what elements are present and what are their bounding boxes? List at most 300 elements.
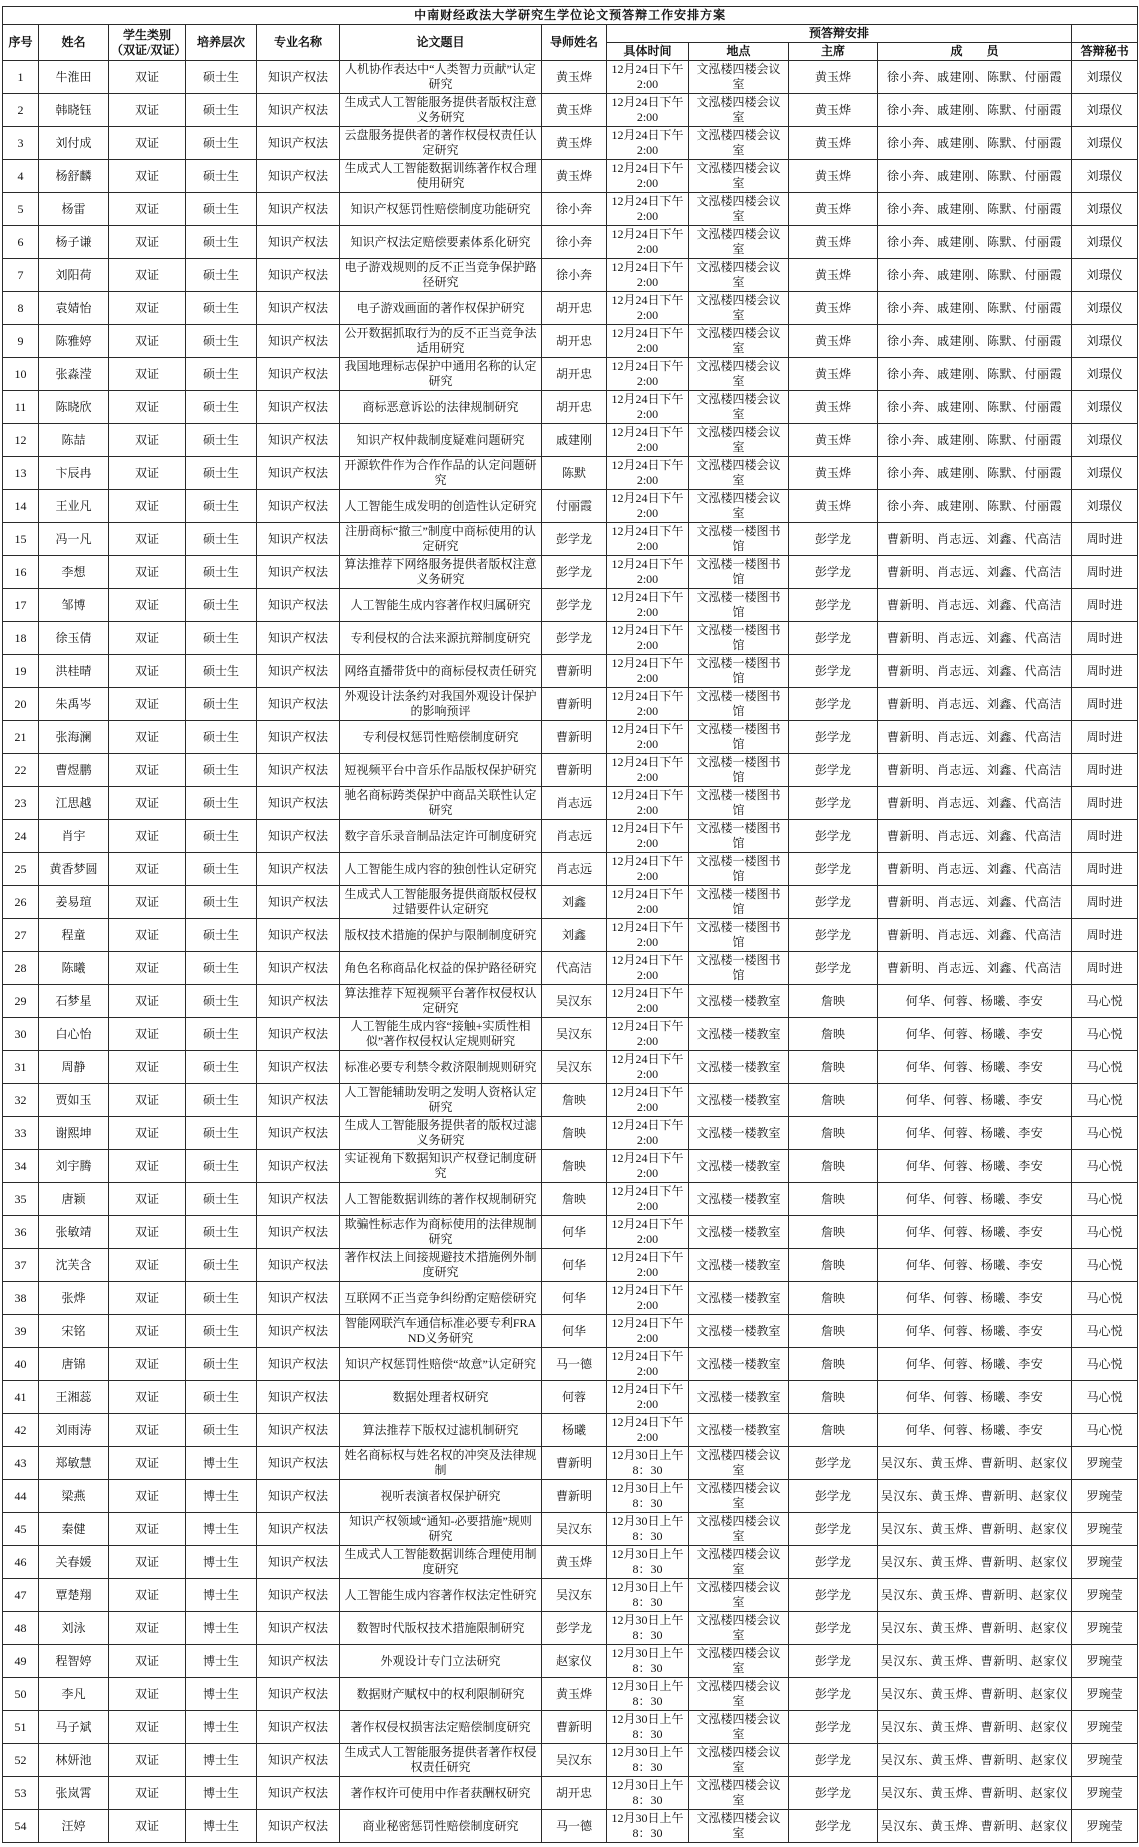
cell-name: 李想	[39, 556, 109, 589]
cell-chair: 黄玉烨	[789, 292, 878, 325]
cell-time	[607, 94, 689, 127]
cell-category: 双证	[109, 94, 186, 127]
cell-thesis: 商业秘密惩罚性赔偿制度研究	[340, 1810, 542, 1843]
cell-advisor: 代高洁	[542, 952, 607, 985]
cell-time-line1: 12月30日上午	[611, 1811, 684, 1825]
table-row	[3, 391, 1138, 424]
cell-name: 徐玉倩	[39, 622, 109, 655]
cell-time	[607, 523, 689, 556]
cell-secretary: 周时进	[1072, 688, 1138, 721]
cell-name: 张岚霄	[39, 1777, 109, 1810]
cell-category: 双证	[109, 1150, 186, 1183]
cell-level: 博士生	[186, 1480, 257, 1513]
cell-advisor: 曹新明	[542, 1447, 607, 1480]
title-row	[3, 7, 1138, 25]
header-cell-level: 培养层次	[186, 25, 257, 61]
cell-time-line1: 12月24日下午	[611, 260, 684, 274]
cell-chair: 彭学龙	[789, 787, 878, 820]
cell-name: 王业凡	[39, 490, 109, 523]
cell-time-line2: 2:00	[636, 638, 659, 652]
cell-name: 王湘蕊	[39, 1381, 109, 1414]
table-row	[3, 94, 1138, 127]
cell-time-line2: 2:00	[636, 968, 659, 982]
cell-advisor: 杨曦	[542, 1414, 607, 1447]
cell-time-line1: 12月24日下午	[611, 1316, 684, 1330]
cell-place: 文泓楼一楼图书馆	[689, 556, 789, 589]
cell-category: 双证	[109, 1282, 186, 1315]
cell-category: 双证	[109, 919, 186, 952]
cell-place: 文泓楼四楼会议室	[689, 127, 789, 160]
cell-time	[607, 1084, 689, 1117]
cell-time	[607, 1249, 689, 1282]
cell-time	[607, 556, 689, 589]
cell-level: 博士生	[186, 1447, 257, 1480]
cell-no: 13	[3, 457, 39, 490]
cell-no: 43	[3, 1447, 39, 1480]
cell-thesis: 人工智能生成内容著作权归属研究	[340, 589, 542, 622]
cell-no: 27	[3, 919, 39, 952]
cell-chair: 彭学龙	[789, 820, 878, 853]
cell-time	[607, 1282, 689, 1315]
cell-level: 硕士生	[186, 391, 257, 424]
cell-members: 徐小奔、戚建刚、陈默、付丽霞	[878, 457, 1072, 490]
cell-secretary: 刘璟仪	[1072, 424, 1138, 457]
cell-thesis: 生成式人工智能服务提供者著作权侵权责任研究	[340, 1744, 542, 1777]
cell-advisor: 黄玉烨	[542, 160, 607, 193]
cell-no: 1	[3, 61, 39, 94]
cell-category: 双证	[109, 193, 186, 226]
cell-no: 6	[3, 226, 39, 259]
cell-chair: 彭学龙	[789, 721, 878, 754]
cell-secretary: 罗琬莹	[1072, 1777, 1138, 1810]
cell-level: 硕士生	[186, 1183, 257, 1216]
cell-secretary: 刘璟仪	[1072, 259, 1138, 292]
cell-members: 曹新明、肖志远、刘鑫、代高洁	[878, 952, 1072, 985]
cell-name: 杨舒麟	[39, 160, 109, 193]
cell-name: 刘阳荷	[39, 259, 109, 292]
cell-no: 5	[3, 193, 39, 226]
cell-thesis: 注册商标“撤三”制度中商标使用的认定研究	[340, 523, 542, 556]
cell-name: 张烨	[39, 1282, 109, 1315]
cell-members: 何华、何蓉、杨曦、李安	[878, 985, 1072, 1018]
cell-members: 吴汉东、黄玉烨、曹新明、赵家仪	[878, 1678, 1072, 1711]
cell-major: 知识产权法	[257, 358, 340, 391]
cell-advisor: 詹映	[542, 1183, 607, 1216]
cell-name: 程童	[39, 919, 109, 952]
cell-time-line1: 12月24日下午	[611, 920, 684, 934]
cell-category: 双证	[109, 127, 186, 160]
cell-category: 双证	[109, 292, 186, 325]
cell-chair: 彭学龙	[789, 622, 878, 655]
cell-place: 文泓楼一楼教室	[689, 1051, 789, 1084]
header-category-line2: （双证/双证）	[111, 42, 187, 57]
cell-members: 何华、何蓉、杨曦、李安	[878, 1018, 1072, 1051]
cell-members: 曹新明、肖志远、刘鑫、代高洁	[878, 754, 1072, 787]
cell-name: 关春媛	[39, 1546, 109, 1579]
cell-major: 知识产权法	[257, 193, 340, 226]
table-row	[3, 1513, 1138, 1546]
cell-thesis: 姓名商标权与姓名权的冲突及法律规制	[340, 1447, 542, 1480]
cell-time-line1: 12月24日下午	[611, 1085, 684, 1099]
table-row	[3, 1282, 1138, 1315]
cell-advisor: 肖志远	[542, 820, 607, 853]
cell-members: 何华、何蓉、杨曦、李安	[878, 1084, 1072, 1117]
cell-time-line1: 12月24日下午	[611, 689, 684, 703]
cell-chair: 詹映	[789, 985, 878, 1018]
cell-thesis: 角色名称商品化权益的保护路径研究	[340, 952, 542, 985]
table-row	[3, 1018, 1138, 1051]
cell-place: 文泓楼一楼图书馆	[689, 886, 789, 919]
table-row	[3, 622, 1138, 655]
cell-level: 硕士生	[186, 556, 257, 589]
cell-level: 博士生	[186, 1546, 257, 1579]
cell-no: 41	[3, 1381, 39, 1414]
cell-place: 文泓楼一楼图书馆	[689, 721, 789, 754]
cell-members: 曹新明、肖志远、刘鑫、代高洁	[878, 721, 1072, 754]
cell-time-line1: 12月24日下午	[611, 1250, 684, 1264]
cell-time-line2: 2:00	[636, 1199, 659, 1213]
cell-thesis: 电子游戏画面的著作权保护研究	[340, 292, 542, 325]
cell-level: 博士生	[186, 1612, 257, 1645]
cell-secretary: 刘璟仪	[1072, 226, 1138, 259]
cell-thesis: 人工智能生成内容的独创性认定研究	[340, 853, 542, 886]
cell-thesis: 生成人工智能服务提供者的版权过滤义务研究	[340, 1117, 542, 1150]
cell-time	[607, 457, 689, 490]
cell-advisor: 何华	[542, 1315, 607, 1348]
cell-major: 知识产权法	[257, 1315, 340, 1348]
cell-no: 54	[3, 1810, 39, 1843]
cell-members: 吴汉东、黄玉烨、曹新明、赵家仪	[878, 1612, 1072, 1645]
cell-place: 文泓楼四楼会议室	[689, 1678, 789, 1711]
cell-members: 曹新明、肖志远、刘鑫、代高洁	[878, 787, 1072, 820]
cell-major: 知识产权法	[257, 787, 340, 820]
cell-secretary: 罗琬莹	[1072, 1810, 1138, 1843]
cell-category: 双证	[109, 1018, 186, 1051]
cell-chair: 彭学龙	[789, 1579, 878, 1612]
cell-name: 谢熙坤	[39, 1117, 109, 1150]
cell-time-line1: 12月24日下午	[611, 821, 684, 835]
cell-category: 双证	[109, 1249, 186, 1282]
cell-name: 姜易瑄	[39, 886, 109, 919]
cell-category: 双证	[109, 424, 186, 457]
cell-time-line1: 12月24日下午	[611, 854, 684, 868]
cell-chair: 黄玉烨	[789, 193, 878, 226]
cell-category: 双证	[109, 1084, 186, 1117]
cell-level: 硕士生	[186, 1084, 257, 1117]
cell-time-line2: 8：30	[632, 1727, 663, 1741]
cell-secretary: 马心悦	[1072, 1249, 1138, 1282]
cell-time-line2: 2:00	[636, 539, 659, 553]
table-row	[3, 1480, 1138, 1513]
cell-name: 卞辰冉	[39, 457, 109, 490]
cell-members: 吴汉东、黄玉烨、曹新明、赵家仪	[878, 1711, 1072, 1744]
table-row	[3, 688, 1138, 721]
cell-secretary: 马心悦	[1072, 1018, 1138, 1051]
cell-place: 文泓楼四楼会议室	[689, 457, 789, 490]
cell-place: 文泓楼四楼会议室	[689, 424, 789, 457]
table-row	[3, 1381, 1138, 1414]
cell-secretary: 罗琬莹	[1072, 1678, 1138, 1711]
cell-major: 知识产权法	[257, 1579, 340, 1612]
cell-no: 53	[3, 1777, 39, 1810]
cell-time	[607, 193, 689, 226]
cell-advisor: 徐小奔	[542, 226, 607, 259]
cell-chair: 彭学龙	[789, 523, 878, 556]
cell-no: 11	[3, 391, 39, 424]
cell-time-line1: 12月24日下午	[611, 953, 684, 967]
cell-level: 硕士生	[186, 193, 257, 226]
cell-advisor: 曹新明	[542, 1711, 607, 1744]
cell-time-line2: 2:00	[636, 1364, 659, 1378]
cell-place: 文泓楼一楼教室	[689, 1414, 789, 1447]
table-row	[3, 457, 1138, 490]
cell-time	[607, 589, 689, 622]
cell-advisor: 詹映	[542, 1084, 607, 1117]
cell-name: 秦健	[39, 1513, 109, 1546]
cell-time-line1: 12月24日下午	[611, 1019, 684, 1033]
cell-chair: 彭学龙	[789, 1513, 878, 1546]
cell-time-line2: 2:00	[636, 77, 659, 91]
cell-name: 刘宇腾	[39, 1150, 109, 1183]
cell-time	[607, 1447, 689, 1480]
cell-time	[607, 1777, 689, 1810]
cell-name: 陈曦	[39, 952, 109, 985]
cell-secretary: 周时进	[1072, 655, 1138, 688]
cell-level: 硕士生	[186, 358, 257, 391]
cell-name: 洪桂晴	[39, 655, 109, 688]
cell-chair: 彭学龙	[789, 1612, 878, 1645]
cell-category: 双证	[109, 160, 186, 193]
cell-major: 知识产权法	[257, 1678, 340, 1711]
cell-time-line2: 2:00	[636, 671, 659, 685]
cell-secretary: 刘璟仪	[1072, 325, 1138, 358]
cell-level: 硕士生	[186, 61, 257, 94]
cell-thesis: 著作权法上间接规避技术措施例外制度研究	[340, 1249, 542, 1282]
cell-members: 徐小奔、戚建刚、陈默、付丽霞	[878, 259, 1072, 292]
cell-time	[607, 1150, 689, 1183]
cell-no: 39	[3, 1315, 39, 1348]
cell-thesis: 著作权许可使用中作者获酬权研究	[340, 1777, 542, 1810]
cell-name: 郑敏慧	[39, 1447, 109, 1480]
cell-time	[607, 754, 689, 787]
cell-chair: 黄玉烨	[789, 94, 878, 127]
cell-no: 24	[3, 820, 39, 853]
cell-category: 双证	[109, 853, 186, 886]
cell-no: 3	[3, 127, 39, 160]
cell-time-line1: 12月24日下午	[611, 1052, 684, 1066]
cell-level: 硕士生	[186, 523, 257, 556]
cell-no: 19	[3, 655, 39, 688]
cell-no: 48	[3, 1612, 39, 1645]
cell-name: 杨雷	[39, 193, 109, 226]
cell-place: 文泓楼一楼教室	[689, 1150, 789, 1183]
cell-secretary: 刘璟仪	[1072, 358, 1138, 391]
cell-major: 知识产权法	[257, 1051, 340, 1084]
cell-secretary: 罗琬莹	[1072, 1480, 1138, 1513]
cell-time-line2: 2:00	[636, 1100, 659, 1114]
cell-thesis: 著作权侵权损害法定赔偿制度研究	[340, 1711, 542, 1744]
table-row	[3, 754, 1138, 787]
cell-time	[607, 1579, 689, 1612]
cell-members: 何华、何蓉、杨曦、李安	[878, 1216, 1072, 1249]
cell-name: 李凡	[39, 1678, 109, 1711]
cell-thesis: 算法推荐下短视频平台著作权侵权认定研究	[340, 985, 542, 1018]
cell-time	[607, 1018, 689, 1051]
cell-time-line1: 12月24日下午	[611, 326, 684, 340]
cell-secretary: 罗琬莹	[1072, 1612, 1138, 1645]
cell-time	[607, 1348, 689, 1381]
table-row	[3, 1579, 1138, 1612]
cell-chair: 黄玉烨	[789, 424, 878, 457]
cell-time-line2: 2:00	[636, 1430, 659, 1444]
cell-time	[607, 358, 689, 391]
table-row	[3, 490, 1138, 523]
table-row	[3, 1315, 1138, 1348]
cell-name: 张海澜	[39, 721, 109, 754]
cell-level: 博士生	[186, 1645, 257, 1678]
header-cell-no: 序号	[3, 25, 39, 61]
table-row	[3, 1612, 1138, 1645]
cell-time-line2: 2:00	[636, 737, 659, 751]
cell-category: 双证	[109, 1348, 186, 1381]
cell-members: 吴汉东、黄玉烨、曹新明、赵家仪	[878, 1480, 1072, 1513]
cell-major: 知识产权法	[257, 556, 340, 589]
cell-secretary: 周时进	[1072, 754, 1138, 787]
cell-thesis: 电子游戏规则的反不正当竞争保护路径研究	[340, 259, 542, 292]
cell-time	[607, 787, 689, 820]
cell-no: 32	[3, 1084, 39, 1117]
cell-name: 袁婧怡	[39, 292, 109, 325]
cell-time	[607, 1216, 689, 1249]
cell-name: 张淼滢	[39, 358, 109, 391]
cell-no: 28	[3, 952, 39, 985]
cell-members: 何华、何蓉、杨曦、李安	[878, 1315, 1072, 1348]
cell-name: 汪婷	[39, 1810, 109, 1843]
cell-thesis: 人工智能生成内容“接触+实质性相似”著作权侵权认定规则研究	[340, 1018, 542, 1051]
cell-chair: 詹映	[789, 1381, 878, 1414]
table-row	[3, 1117, 1138, 1150]
cell-major: 知识产权法	[257, 721, 340, 754]
cell-category: 双证	[109, 226, 186, 259]
cell-advisor: 詹映	[542, 1150, 607, 1183]
cell-time-line1: 12月30日上午	[611, 1778, 684, 1792]
cell-time-line1: 12月30日上午	[611, 1580, 684, 1594]
cell-chair: 黄玉烨	[789, 127, 878, 160]
cell-time-line2: 2:00	[636, 374, 659, 388]
cell-place: 文泓楼一楼教室	[689, 1381, 789, 1414]
cell-no: 4	[3, 160, 39, 193]
cell-time-line1: 12月24日下午	[611, 392, 684, 406]
cell-advisor: 吴汉东	[542, 1051, 607, 1084]
cell-place: 文泓楼一楼教室	[689, 1183, 789, 1216]
cell-thesis: 实证视角下数据知识产权登记制度研究	[340, 1150, 542, 1183]
cell-thesis: 知识产权领域“通知-必要措施”规则研究	[340, 1513, 542, 1546]
cell-chair: 黄玉烨	[789, 259, 878, 292]
header-cell-name: 姓名	[39, 25, 109, 61]
cell-members: 曹新明、肖志远、刘鑫、代高洁	[878, 622, 1072, 655]
cell-secretary: 罗琬莹	[1072, 1579, 1138, 1612]
cell-chair: 彭学龙	[789, 886, 878, 919]
cell-chair: 彭学龙	[789, 1678, 878, 1711]
cell-place: 文泓楼四楼会议室	[689, 94, 789, 127]
cell-time-line1: 12月24日下午	[611, 227, 684, 241]
cell-advisor: 曹新明	[542, 655, 607, 688]
cell-category: 双证	[109, 754, 186, 787]
cell-name: 陈雅婷	[39, 325, 109, 358]
table-row	[3, 160, 1138, 193]
cell-time	[607, 1414, 689, 1447]
cell-no: 2	[3, 94, 39, 127]
cell-level: 硕士生	[186, 1414, 257, 1447]
cell-time	[607, 490, 689, 523]
cell-members: 曹新明、肖志远、刘鑫、代高洁	[878, 853, 1072, 886]
cell-no: 37	[3, 1249, 39, 1282]
cell-category: 双证	[109, 325, 186, 358]
cell-members: 徐小奔、戚建刚、陈默、付丽霞	[878, 226, 1072, 259]
cell-members: 何华、何蓉、杨曦、李安	[878, 1051, 1072, 1084]
table-row	[3, 61, 1138, 94]
cell-members: 何华、何蓉、杨曦、李安	[878, 1381, 1072, 1414]
cell-time-line1: 12月24日下午	[611, 1382, 684, 1396]
cell-major: 知识产权法	[257, 1744, 340, 1777]
cell-major: 知识产权法	[257, 1513, 340, 1546]
cell-secretary: 刘璟仪	[1072, 292, 1138, 325]
cell-secretary: 周时进	[1072, 853, 1138, 886]
cell-thesis: 版权技术措施的保护与限制制度研究	[340, 919, 542, 952]
cell-major: 知识产权法	[257, 1447, 340, 1480]
cell-time-line1: 12月24日下午	[611, 1118, 684, 1132]
cell-secretary: 刘璟仪	[1072, 127, 1138, 160]
cell-name: 肖宇	[39, 820, 109, 853]
cell-secretary: 罗琬莹	[1072, 1744, 1138, 1777]
cell-category: 双证	[109, 523, 186, 556]
cell-major: 知识产权法	[257, 1216, 340, 1249]
cell-place: 文泓楼四楼会议室	[689, 325, 789, 358]
cell-secretary: 周时进	[1072, 952, 1138, 985]
cell-major: 知识产权法	[257, 1018, 340, 1051]
cell-no: 20	[3, 688, 39, 721]
cell-time	[607, 655, 689, 688]
cell-level: 硕士生	[186, 1051, 257, 1084]
cell-time-line2: 2:00	[636, 143, 659, 157]
cell-level: 硕士生	[186, 457, 257, 490]
cell-category: 双证	[109, 1051, 186, 1084]
cell-no: 14	[3, 490, 39, 523]
cell-chair: 黄玉烨	[789, 160, 878, 193]
header-category-line1: 学生类别	[122, 27, 171, 42]
cell-major: 知识产权法	[257, 820, 340, 853]
cell-place: 文泓楼四楼会议室	[689, 1579, 789, 1612]
cell-category: 双证	[109, 1546, 186, 1579]
cell-time-line2: 2:00	[636, 1133, 659, 1147]
cell-name: 陈晓欣	[39, 391, 109, 424]
cell-members: 吴汉东、黄玉烨、曹新明、赵家仪	[878, 1744, 1072, 1777]
cell-time-line1: 12月30日上午	[611, 1448, 684, 1462]
cell-no: 16	[3, 556, 39, 589]
header-cell-members: 成 员	[878, 43, 1072, 61]
cell-time-line2: 2:00	[636, 1166, 659, 1180]
cell-level: 博士生	[186, 1579, 257, 1612]
cell-major: 知识产权法	[257, 1612, 340, 1645]
cell-time-line2: 2:00	[636, 110, 659, 124]
cell-chair: 詹映	[789, 1084, 878, 1117]
cell-chair: 黄玉烨	[789, 457, 878, 490]
table-row	[3, 193, 1138, 226]
table-row	[3, 1645, 1138, 1678]
cell-thesis: 知识产权法定赔偿要素体系化研究	[340, 226, 542, 259]
table-row	[3, 820, 1138, 853]
cell-secretary: 马心悦	[1072, 1315, 1138, 1348]
